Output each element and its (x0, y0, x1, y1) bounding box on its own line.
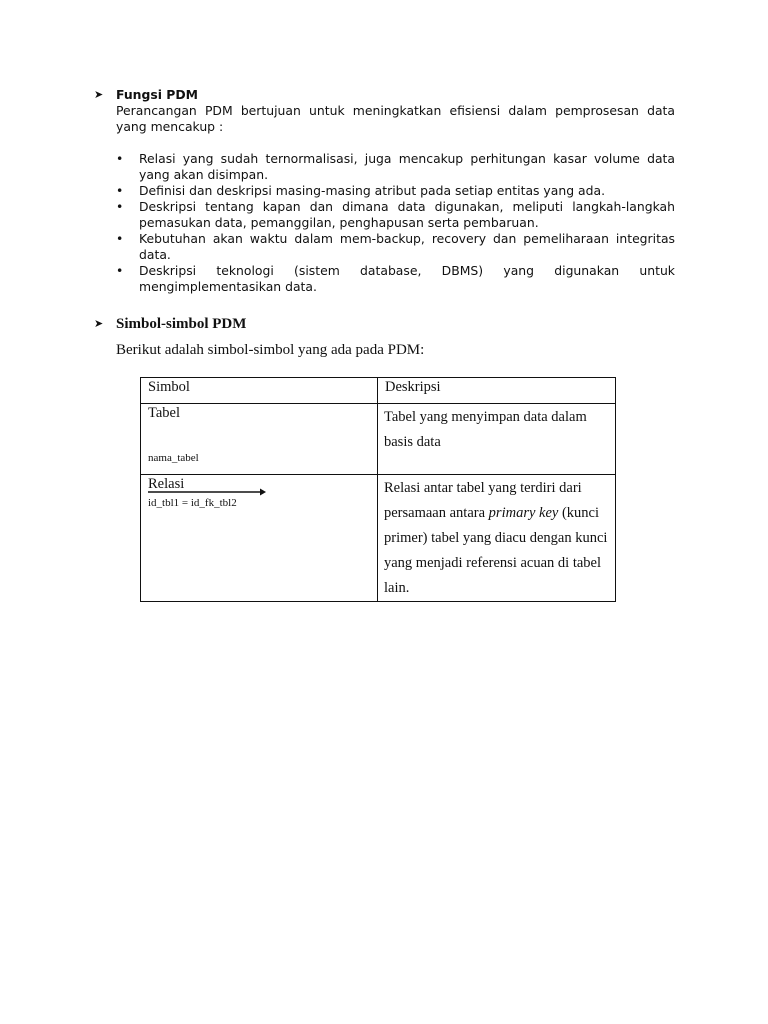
section-title: Simbol-simbol PDM (116, 316, 247, 332)
symbol-cell (141, 404, 378, 475)
bullet-dot-icon: • (116, 199, 124, 214)
symbol-label: id_tbl1 = id_fk_tbl2 (148, 497, 237, 509)
description-cell (378, 404, 616, 475)
list-item: • Definisi dan deskripsi masing-masing atribut pada setiap entitas yang ada. (116, 183, 606, 198)
list-item: • Deskripsi tentang kapan dan dimana data digunakan, meliputi langkah-langkah pemasukan data, pemanggilan, penghapusan serta pembaruan. (116, 199, 675, 230)
section-intro-paragraph: Berikut adalah simbol-simbol yang ada pada PDM: (116, 342, 425, 358)
bullet-dot-icon: • (116, 263, 124, 278)
section-title: Fungsi PDM (116, 87, 198, 102)
relation-arrow-icon (148, 488, 266, 496)
list-item: • Deskripsi teknologi (sistem database, DBMS) yang digunakan untuk mengimplementasikan data. (116, 263, 675, 294)
arrow-bullet-icon: ➤ (94, 317, 104, 330)
section-heading-simbol (94, 316, 246, 332)
table-row (141, 475, 616, 602)
section-heading-fungsi (94, 87, 198, 103)
list-item: • Kebutuhan akan waktu dalam mem-backup, recovery dan pemeliharaan integritas data. (116, 231, 675, 262)
table-row (141, 404, 616, 475)
symbol-label: nama_tabel (148, 452, 199, 464)
symbol-cell (141, 475, 378, 602)
list-item: • Relasi yang sudah ternormalisasi, juga mencakup perhitungan kasar volume data yang akan disimpan. (116, 151, 675, 182)
description-text: Tabel yang menyimpan data dalam basis data (384, 409, 587, 450)
bullet-dot-icon: • (116, 231, 124, 246)
description-text: Relasi antar tabel yang terdiri dari persamaan antara primary key (kunci primer) tabel yang diacu dengan kunci yang menjadi referensi acuan di tabel lain. (384, 480, 608, 596)
symbol-title: Relasi (148, 476, 185, 492)
bullet-dot-icon: • (116, 183, 124, 198)
symbol-title: Tabel (148, 405, 180, 421)
arrow-bullet-icon: ➤ (94, 88, 104, 101)
symbol-table (140, 377, 616, 602)
table-header-cell: Deskripsi (378, 378, 616, 404)
bullet-dot-icon: • (116, 151, 124, 166)
table-header-cell: Simbol (141, 378, 378, 404)
bullet-list (116, 151, 675, 295)
table-header-row (141, 378, 616, 404)
section-intro-paragraph: Perancangan PDM bertujuan untuk meningkatkan efisiensi dalam pemprosesan data yang mencakup : (116, 103, 675, 134)
description-cell (378, 475, 616, 602)
